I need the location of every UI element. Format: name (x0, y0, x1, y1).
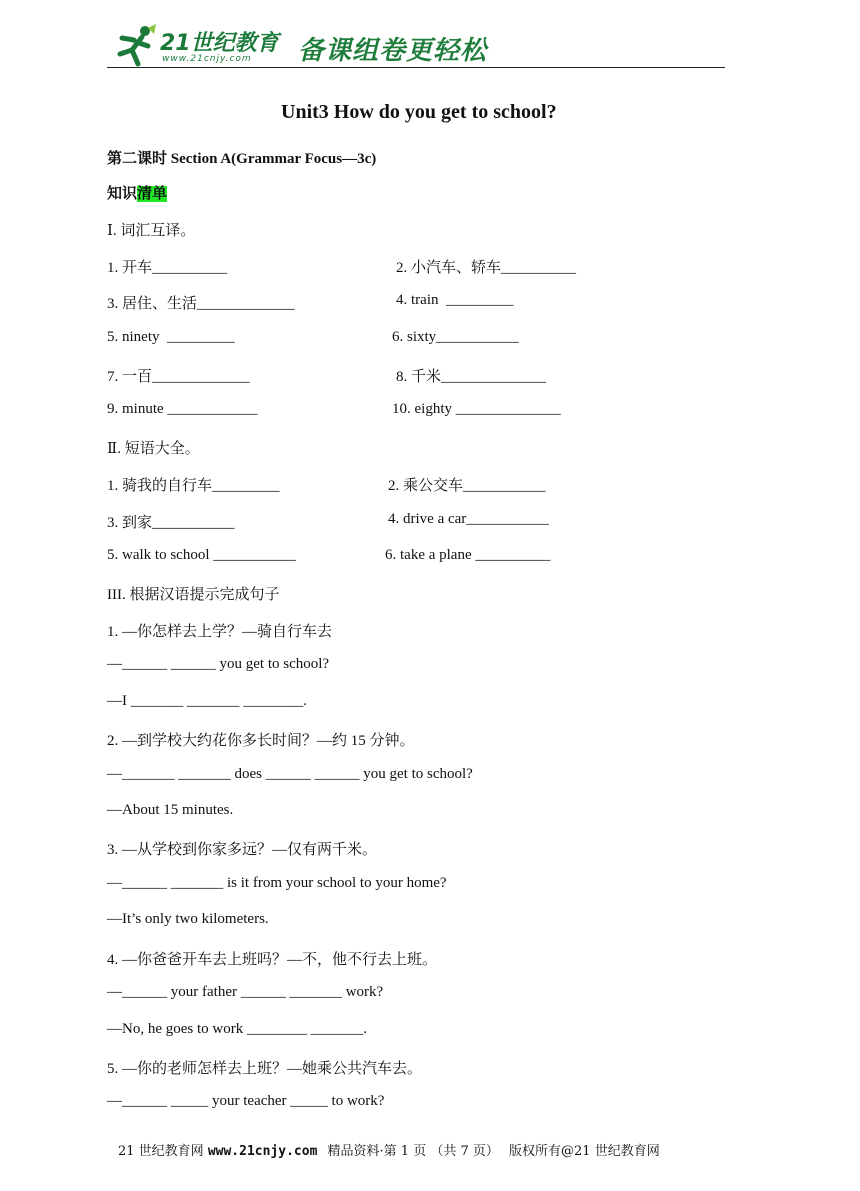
footer-page-info: 精品资料·第 1 页 （共 7 页） (327, 1144, 499, 1159)
footer-copyright: 版权所有@21 世纪教育网 (509, 1144, 660, 1159)
part3-line: —______ your father ______ _______ work? (107, 984, 384, 1000)
section-label-highlight: 清单 (137, 186, 168, 202)
logo-slogan: 备课组卷更轻松 (298, 36, 488, 66)
part2-item: 3. 到家___________ (107, 515, 235, 531)
part3-line: 4. —你爸爸开车去上班吗？—不，他不行去上班。 (107, 952, 438, 968)
part2-item: 6. take a plane __________ (385, 547, 551, 563)
part1-item: 5. ninety _________ (107, 329, 235, 345)
header-logo (112, 24, 732, 68)
part3-line: —______ ______ you get to school? (107, 656, 330, 672)
lesson-subtitle: 第二课时 Section A(Grammar Focus—3c) (107, 151, 377, 167)
part2-item: 1. 骑我的自行车_________ (107, 478, 280, 494)
part1-item: 10. eighty ______________ (392, 401, 561, 417)
part2-heading: Ⅱ. 短语大全。 (107, 441, 200, 457)
page-footer (118, 1140, 660, 1159)
part1-item: 6. sixty___________ (392, 329, 519, 345)
part3-line: —I _______ _______ ________. (107, 693, 307, 709)
part3-line: —______ _______ is it from your school to your home? (107, 875, 447, 891)
part1-item: 4. train _________ (396, 292, 514, 308)
page-title: Unit3 How do you get to school? (281, 101, 557, 123)
logo-brand-text: 21世纪教育 (160, 31, 279, 56)
part3-line: 5. —你的老师怎样去上班？—她乘公共汽车去。 (107, 1061, 423, 1077)
part1-item: 7. 一百_____________ (107, 369, 250, 385)
part3-line: —No, he goes to work ________ _______. (107, 1021, 367, 1037)
part3-line: 2. —到学校大约花你多长时间？—约 15 分钟。 (107, 733, 415, 749)
part3-line: —About 15 minutes. (107, 802, 234, 818)
part2-item: 5. walk to school ___________ (107, 547, 296, 563)
part1-item: 9. minute ____________ (107, 401, 258, 417)
section-label-part1: 知识 (107, 186, 138, 202)
part1-item: 2. 小汽车、轿车__________ (396, 260, 577, 276)
runner-logo-icon (112, 24, 158, 68)
part2-item: 2. 乘公交车___________ (388, 478, 546, 494)
part3-heading: III. 根据汉语提示完成句子 (107, 587, 280, 603)
logo-url-text: www.21cnjy.com (162, 54, 252, 64)
part1-item: 3. 居住、生活_____________ (107, 296, 295, 312)
footer-site: 21 世纪教育网 (118, 1144, 204, 1159)
part3-line: —It’s only two kilometers. (107, 911, 269, 927)
part1-item: 8. 千米______________ (396, 369, 547, 385)
part3-line: —______ _____ your teacher _____ to work? (107, 1093, 385, 1109)
part1-heading: Ⅰ. 词汇互译。 (107, 223, 196, 239)
section-label (107, 182, 167, 203)
part3-line: 3. —从学校到你家多远？—仅有两千米。 (107, 842, 378, 858)
part3-line: 1. —你怎样去上学？—骑自行车去 (107, 624, 333, 640)
part2-item: 4. drive a car___________ (388, 511, 549, 527)
part1-item: 1. 开车__________ (107, 260, 228, 276)
header-divider (107, 67, 725, 68)
part3-line: —_______ _______ does ______ ______ you get to school? (107, 766, 473, 782)
footer-url[interactable]: www.21cnjy.com (207, 1144, 318, 1159)
